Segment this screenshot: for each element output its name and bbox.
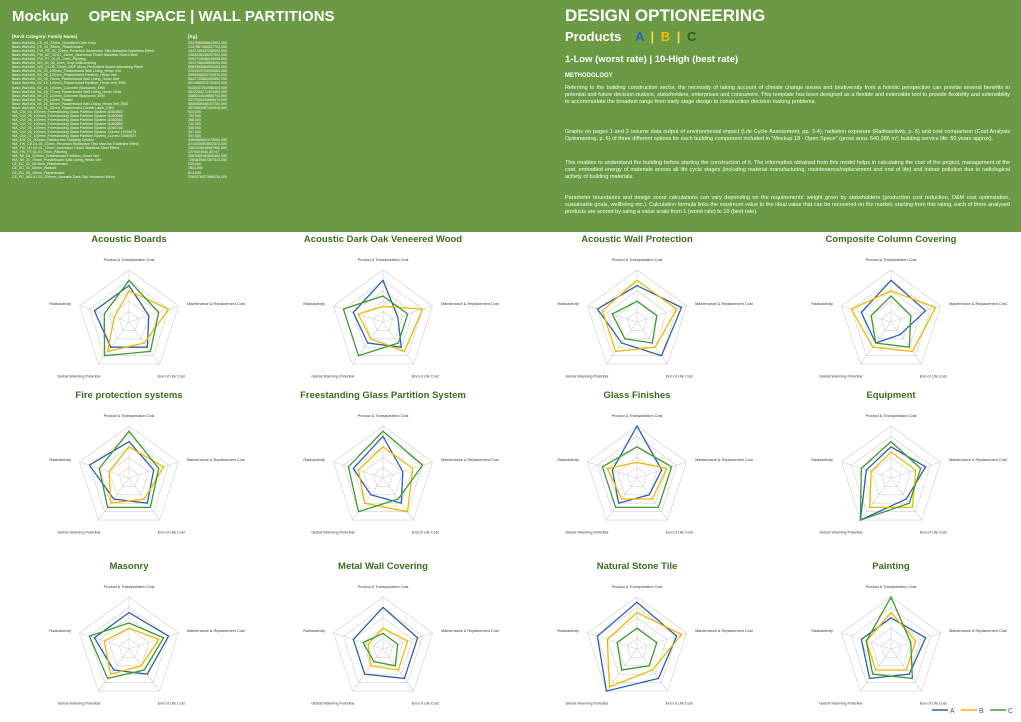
radar-svg <box>4 234 254 394</box>
axis-label: Maintenance & Replacement Cost <box>441 457 499 462</box>
family-value: 3970563387299910,000 <box>188 105 227 110</box>
axis-label: Global Warming Potential <box>565 374 609 379</box>
family-value: 1361228248587950,000 <box>188 146 227 151</box>
family-value: 1237587066537793,000 <box>188 45 227 50</box>
radar-chart <box>4 561 254 721</box>
family-name: WA_IW_31_75mm_Plasterboard Wall Lining_Hmax 4mt <box>12 158 102 163</box>
family-name: WA_CW_03_100mm_Freestanding Glass Partition System 11060663 <box>12 109 123 114</box>
axis-label: Product & Transportation Cost <box>357 414 409 418</box>
axis-label: Product & Transportation Cost <box>611 585 663 589</box>
family-value: 7284839447307513,000 <box>188 158 227 163</box>
rating-scale: 1-Low (worst rate) | 10-High (best rate) <box>565 54 739 65</box>
radar-chart <box>512 390 762 550</box>
chart-title: Composite Column Covering <box>825 234 957 245</box>
family-value: 3399396832704570,000 <box>188 73 227 78</box>
axis-label: Global Warming Potential <box>311 374 355 379</box>
family-name: Basic Wall:WA_FW_MT_02-01_15mm_Aluminium Finish Stainless Steel Effect <box>12 53 138 58</box>
family-name: Basic Wall:WA_IW_06_75mm_Plasterboard Wall Lining_Hmax 4mt <box>12 77 119 82</box>
family-name: WA_FW_CE-01-05_15mm_Porcelain Stoneware Tiles Navona Travertine Effect <box>12 142 139 147</box>
methodology-paragraph-2: Graphs on pages 1 and 2 resume data output of environmental impact (Life Cycle Assessment, pp. 3-4), radiation exposure (Radioactivity, p. 5) and cost comparison (Cost Analysis Optioneering, p. 6) of three different options for each building component included in "Mockup 18 - Open Space" (gross area: 640,386 m²; building service life: 60 years approx). <box>565 129 1010 143</box>
axis-label: Maintenance & Replacement Cost <box>949 628 1007 633</box>
family-name: WA_CW_03_100mm_Freestanding Glass Partition System 11060659 <box>12 121 123 126</box>
family-name: Basic Wall:WA_IW_14_140mm_Concrete Blockwork_EI60 <box>12 85 106 90</box>
separator: | <box>650 29 655 44</box>
product-a-label: A <box>634 29 644 44</box>
chart-title: Fire protection systems <box>75 390 183 401</box>
family-name: Basic Wall:WA_CE_01_22mm_Woodland Dark Grey <box>12 41 96 45</box>
family-value: 347,000 <box>188 134 201 139</box>
family-name: Basic Wall:WA_FW_CE_01_22mm_Porcelain Stoneware Tiles Massena Travertine Effect <box>12 49 155 54</box>
axis-label: End of Life Cost <box>919 530 947 535</box>
family-value: 1813,000 <box>188 166 203 171</box>
axis-label: Global Warming Potential <box>57 374 101 379</box>
family-name: CE_PC_WD-01-01_100mm_Acoustic Dark Oak Veneered Wood <box>12 174 115 179</box>
radar-svg <box>512 234 762 394</box>
axis-label: Global Warming Potential <box>819 374 863 379</box>
axis-label: Product & Transportation Cost <box>103 258 155 262</box>
methodology-paragraph-4: Parameter boundaries and design score calculations can vary depending on the requirements' weight given by stakeholders (production cost reduction, O&M cost optimization, sustainable goals, wellbeing etc.). Calculation formula links the maximum value to the ideal value that can be recovered on the market; starting from this rating, each of three analysed products are scored by using a value scale from 1 (worst rate) to 10 (best rate). <box>565 195 1010 216</box>
family-value: 288,000 <box>188 117 201 122</box>
mockup-label: Mockup <box>12 8 69 25</box>
axis-label: Radioactivity <box>557 301 579 306</box>
family-name: WA_FW_PT-01-01_2mm_Painting <box>12 150 67 155</box>
family-name: CE_EC_06_48mm_Plasterboard <box>12 170 65 175</box>
family-name: WA_CW_07_100mm_Freestanding Glass Partition System_Curved 11060637 <box>12 134 137 139</box>
family-value: 1641749447230920,000 <box>188 49 227 54</box>
family-name: Basic Wall:WA_MS_03_08_2mm_Vinyl Wallcovering <box>12 61 96 66</box>
radar-spoke <box>129 306 178 322</box>
methodology-heading: METHODOLOGY <box>565 73 613 79</box>
axis-label: End of Life Cost <box>919 701 947 706</box>
family-name: Basic Wall:WA_FW_PT_01-01_2mm_Painting <box>12 57 86 62</box>
radar-chart <box>258 390 508 550</box>
family-name: WA_CW_05_100mm_Freestanding Glass Partition System 11060668 <box>12 113 123 118</box>
family-value: 347,000 <box>188 130 201 135</box>
axis-label: End of Life Cost <box>157 374 185 379</box>
radar-chart <box>4 390 254 550</box>
family-name: WA_CW_05_100mm_Freestanding Glass Partition System 11060746 <box>12 125 123 130</box>
series-c-polygon <box>860 442 920 520</box>
products-label: Products <box>565 29 622 44</box>
family-value: 9130037202958420,000 <box>188 85 227 90</box>
axis-label: Global Warming Potential <box>565 701 609 706</box>
axis-label: End of Life Cost <box>665 374 693 379</box>
axis-label: Maintenance & Replacement Cost <box>187 301 245 306</box>
family-value: 230,000 <box>188 162 201 167</box>
axis-label: Maintenance & Replacement Cost <box>441 301 499 306</box>
family-value-list <box>188 41 268 179</box>
family-value: 4556056048167200,000 <box>188 101 227 106</box>
product-b-label: B <box>660 29 671 44</box>
radar-chart <box>766 561 1016 721</box>
axis-label: Radioactivity <box>811 628 833 633</box>
chart-title: Acoustic Dark Oak Veneered Wood <box>303 234 463 245</box>
axis-label: End of Life Cost <box>411 374 439 379</box>
axis-label: Radioactivity <box>49 628 71 633</box>
radar-svg <box>512 561 762 721</box>
radar-svg <box>258 561 508 721</box>
family-value: 5214580003732820,000 <box>188 81 227 86</box>
axis-label: Global Warming Potential <box>57 530 101 535</box>
axis-label: Radioactivity <box>303 457 325 462</box>
legend-b-label: B <box>979 708 984 715</box>
value-header: [Kg] <box>188 34 197 39</box>
chart-title: Masonry <box>109 561 149 572</box>
radar-spoke <box>98 322 129 364</box>
family-name: Basic Wall:WA_IW_13_125mm_Plasterboard Partition_Hmax 4mt_EI60 <box>12 81 126 86</box>
series-a-polygon <box>353 436 403 503</box>
radar-chart <box>258 234 508 394</box>
methodology-paragraph-3: This enables to understand the building before starting the construction of it. The information obtained from this model helps in calculating the cost of the project, management of the cost, embodied energy of materials across all life cycle stages (including material manufacturing, maintenance/replacement and end of life) and indoor pollution due to radiological activity of building materials. <box>565 160 1010 181</box>
axis-label: Maintenance & Replacement Cost <box>695 628 753 633</box>
family-name: WA_CW_06_100mm_Freestanding Glass Partition System_Curved 11048675 <box>12 130 137 135</box>
axis-label: Radioactivity <box>811 457 833 462</box>
family-value: 4522255271403450,000 <box>188 89 227 94</box>
axis-label: Radioactivity <box>49 457 71 462</box>
family-name: WA_FW_MT-02-01_15mm_Aluminium Finish Stainless Steel Effect <box>12 146 119 151</box>
axis-label: End of Life Cost <box>919 374 947 379</box>
axis-label: Product & Transportation Cost <box>865 414 917 418</box>
chart-title: Natural Stone Tile <box>596 561 678 572</box>
family-value: 614,000 <box>188 170 201 175</box>
series-b-polygon <box>358 306 422 351</box>
axis-label: End of Life Cost <box>411 530 439 535</box>
axis-label: Product & Transportation Cost <box>103 585 155 589</box>
family-value: 7201010703932653,000 <box>188 69 227 74</box>
family-name: WA_IW_05_125mm_Plasterboard Partition_Hmax 4mt <box>12 154 99 159</box>
axis-label: Product & Transportation Cost <box>611 414 663 418</box>
axis-label: Global Warming Potential <box>311 701 355 706</box>
radar-chart <box>766 390 1016 550</box>
chart-title: Painting <box>872 561 910 572</box>
mockup-title <box>12 8 335 25</box>
family-value: 2210000503602370,000 <box>188 142 227 147</box>
family-value: 750,000 <box>188 113 201 118</box>
header-banner <box>0 0 1021 232</box>
chart-title: Metal Wall Covering <box>338 561 428 572</box>
axis-label: End of Life Cost <box>157 530 185 535</box>
axis-label: Global Warming Potential <box>819 530 863 535</box>
family-value: 1963228198287903,000 <box>188 53 227 58</box>
axis-label: Maintenance & Replacement Cost <box>187 628 245 633</box>
page-title: DESIGN OPTIONEERING <box>565 6 766 25</box>
series-c-polygon <box>866 597 912 678</box>
family-value: 2269376377998233,000 <box>188 174 227 179</box>
legend-a-label: A <box>950 708 955 715</box>
radar-chart <box>512 234 762 394</box>
axis-label: Product & Transportation Cost <box>865 258 917 262</box>
radar-chart <box>766 234 1016 394</box>
separator: | <box>676 29 681 44</box>
axis-label: Global Warming Potential <box>565 530 609 535</box>
family-name: Basic Wall:WA_WD_01-08_70mm_MDF Micro-Perforated Sound-Absorbing Panel <box>12 65 143 70</box>
radar-chart <box>4 234 254 394</box>
axis-label: Radioactivity <box>49 301 71 306</box>
radar-svg <box>4 390 254 550</box>
radar-spoke <box>637 633 686 649</box>
chart-title: Equipment <box>866 390 916 401</box>
radar-svg <box>258 390 508 550</box>
axis-label: Maintenance & Replacement Cost <box>695 301 753 306</box>
axis-label: Product & Transportation Cost <box>357 258 409 262</box>
family-value: 235,000 <box>188 125 201 130</box>
chart-title: Glass Finishes <box>603 390 671 401</box>
family-name: Basic Wall:WA_IW_02_100mm_Plasterboard Wall Lining_Hmax 4mt <box>12 69 121 74</box>
radar-spoke <box>352 478 383 520</box>
family-name: CE_EC_02_65mm_Radiant <box>12 166 57 171</box>
family-value: 923,000 <box>188 109 201 114</box>
family-value: 4586214049850740,000 <box>188 93 227 98</box>
family-name: WA_EW_01_200mm_Rainscreen Cladding System <box>12 138 94 143</box>
axis-label: Global Warming Potential <box>57 701 101 706</box>
axis-label: End of Life Cost <box>665 701 693 706</box>
radar-svg <box>512 390 762 550</box>
category-header: [Revit Category: Family Name] <box>12 34 78 39</box>
axis-label: Global Warming Potential <box>311 530 355 535</box>
axis-label: Radioactivity <box>303 301 325 306</box>
radar-chart <box>258 561 508 721</box>
family-value: 4481669591078000,000 <box>188 138 227 143</box>
family-value: 2093713036045535,000 <box>188 57 227 62</box>
radar-chart <box>512 561 762 721</box>
family-value: 5631735552929350,000 <box>188 77 227 82</box>
family-value: 700,000 <box>188 121 201 126</box>
product-c-label: C <box>687 29 697 44</box>
family-name: Basic Wall:WA_CE_02_25mm_Plasterboard <box>12 45 83 50</box>
series-legend <box>930 700 1020 720</box>
methodology-paragraph-1: Referring to the building construction sector, the necessity of taking account of climate change issues and biodiversity from a holistic perspective can provide several benefits to potential and future decision-makers, stakeholders, enterprises and consumers. This template has been designed as a flexible and extensible tool to provide flexibility and extensibility to accommodate the broadest range from early stage design to construction decision making problems. <box>565 85 1010 106</box>
family-value: 2377909434868470,000 <box>188 97 227 102</box>
radar-svg <box>4 561 254 721</box>
family-name: CE_EC_01_06.5mm_Plasterboard <box>12 162 68 167</box>
mockup-subtitle: OPEN SPACE | WALL PARTITIONS <box>88 8 335 25</box>
family-name: Basic Wall:WA_IW_26_98mm_Plasterboard Wall Lining_Hmax 3mt_EI60 <box>12 101 129 106</box>
axis-label: End of Life Cost <box>157 701 185 706</box>
chart-title: Acoustic Wall Protection <box>581 234 693 245</box>
family-name: Basic Wall:WA_IW_23_120mm_Concrete Blockwork_EI90 <box>12 93 106 98</box>
family-value: 5683303684905063,000 <box>188 65 227 70</box>
radar-spoke <box>352 649 383 691</box>
family-value: 2547686068613902,000 <box>188 41 227 45</box>
radar-spoke <box>842 306 891 322</box>
family-name: Basic Wall:WA_IW_18_77mm_Plasterboard Wall Lining_Hmax 10mt <box>12 89 121 94</box>
products-legend-line <box>565 29 696 44</box>
axis-label: Maintenance & Replacement Cost <box>949 457 1007 462</box>
family-name: Basic Wall:WA_IW_24_15mm_Plaster <box>12 97 73 102</box>
axis-label: Maintenance & Replacement Cost <box>187 457 245 462</box>
family-value: 1274404840,45747 <box>188 150 219 155</box>
series-b-polygon <box>358 447 412 512</box>
radar-svg <box>766 390 1016 550</box>
axis-label: Radioactivity <box>557 628 579 633</box>
radar-svg <box>766 561 1016 721</box>
family-name: Basic Wall:WA_IW_05_125mm_Plasterboard Partition_Hmax 4mt <box>12 73 117 78</box>
family-name: WA_CW_06_100mm_Freestanding Glass Partition System 11060661 <box>12 117 123 122</box>
radar-svg <box>258 234 508 394</box>
axis-label: Radioactivity <box>303 628 325 633</box>
axis-label: Maintenance & Replacement Cost <box>441 628 499 633</box>
axis-label: Product & Transportation Cost <box>103 414 155 418</box>
axis-label: Maintenance & Replacement Cost <box>949 301 1007 306</box>
axis-label: Product & Transportation Cost <box>865 585 917 589</box>
axis-label: Radioactivity <box>811 301 833 306</box>
family-value: 2987668162850450,000 <box>188 154 227 159</box>
axis-label: End of Life Cost <box>665 530 693 535</box>
axis-label: Product & Transportation Cost <box>357 585 409 589</box>
radar-spoke <box>80 462 129 478</box>
axis-label: Radioactivity <box>557 457 579 462</box>
chart-title: Acoustic Boards <box>91 234 167 245</box>
series-a-polygon <box>861 280 925 343</box>
axis-label: Maintenance & Replacement Cost <box>695 457 753 462</box>
chart-title: Freestanding Glass Partition System <box>300 390 466 401</box>
axis-label: Product & Transportation Cost <box>611 258 663 262</box>
axis-label: Global Warming Potential <box>819 701 863 706</box>
axis-label: End of Life Cost <box>411 701 439 706</box>
family-value: 1091758358593090,000 <box>188 61 227 66</box>
radar-svg <box>766 234 1016 394</box>
family-name-list <box>12 41 182 179</box>
family-name: Basic Wall:WA_IW_31_30mm_Plasterboard Double Layer_EI60 <box>12 105 114 110</box>
legend-c-label: C <box>1008 708 1014 715</box>
